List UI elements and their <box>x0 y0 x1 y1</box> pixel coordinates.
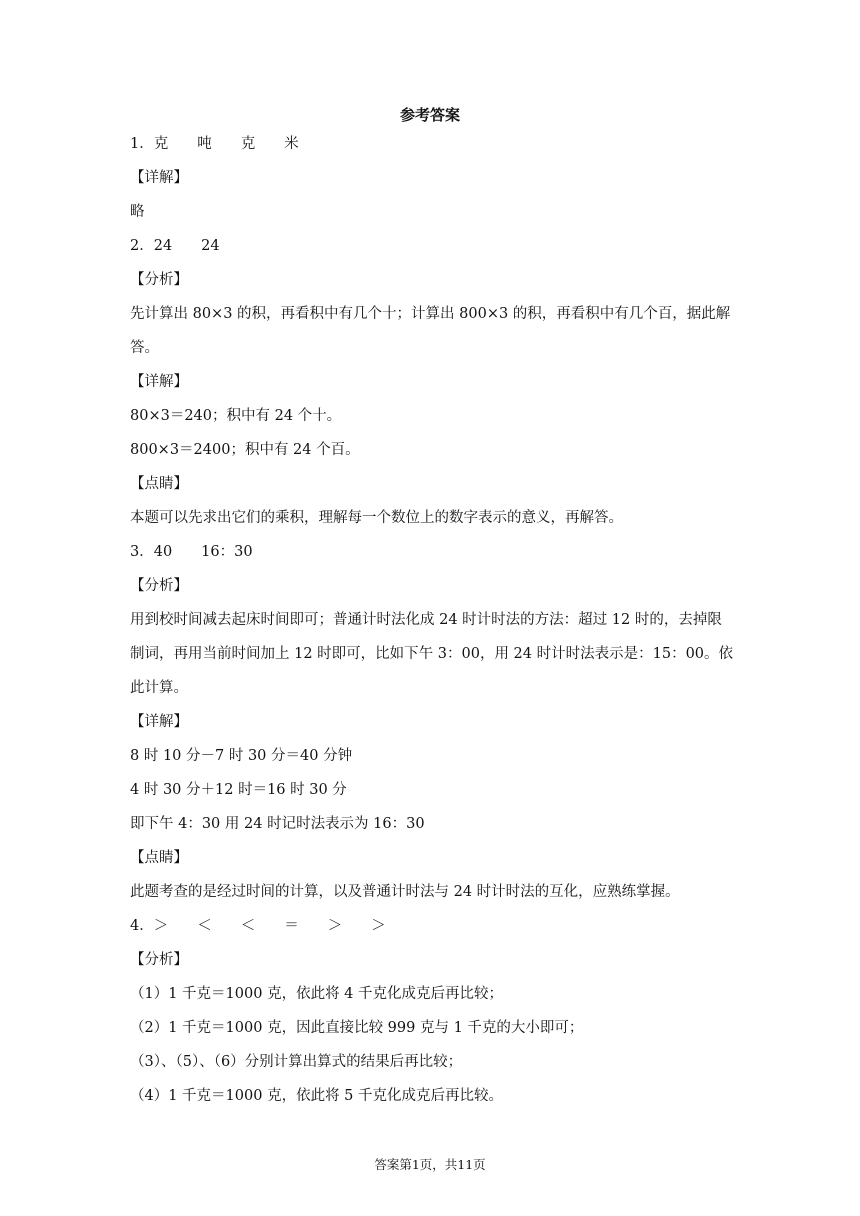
detail-text: 8 时 10 分－7 时 30 分＝40 分钟 <box>130 748 353 764</box>
comment-text: 此题考查的是经过时间的计算，以及普通计时法与 24 时计时法的互化，应熟练掌握。 <box>130 884 680 900</box>
section-label-detail: 【详解】 <box>130 714 188 730</box>
detail-text: 4 时 30 分＋12 时＝16 时 30 分 <box>130 782 347 798</box>
section-label-analysis: 【分析】 <box>130 578 188 594</box>
section-label-detail: 【详解】 <box>130 374 188 390</box>
analysis-text: （3）、（5）、（6）分别计算出算式的结果后再比较； <box>130 1054 463 1070</box>
analysis-text: （4）1 千克＝1000 克，依此将 5 千克化成克后再比较。 <box>130 1088 504 1104</box>
analysis-text: 先计算出 80×3 的积，再看积中有几个十；计算出 800×3 的积，再看积中有几个百，据此解 <box>130 306 731 322</box>
detail-text: 即下午 4：30 用 24 时记时法表示为 16：30 <box>130 816 425 832</box>
section-label-comment: 【点睛】 <box>130 850 188 866</box>
answer-3: 3．40 16：30 <box>130 544 253 560</box>
detail-text: 800×3＝2400；积中有 24 个百。 <box>130 442 360 458</box>
analysis-text: 答。 <box>130 340 159 356</box>
analysis-text: （1）1 千克＝1000 克，依此将 4 千克化成克后再比较； <box>130 986 504 1002</box>
analysis-text: 此计算。 <box>130 680 188 696</box>
detail-text: 80×3＝240；积中有 24 个十。 <box>130 408 342 424</box>
comment-text: 本题可以先求出它们的乘积，理解每一个数位上的数字表示的意义，再解答。 <box>130 510 623 526</box>
page-footer: 答案第1页，共11页 <box>374 1157 486 1172</box>
section-label-comment: 【点睛】 <box>130 476 188 492</box>
answer-2: 2．24 24 <box>130 238 220 254</box>
answer-1: 1．克 吨 克 米 <box>130 136 299 152</box>
section-label-analysis: 【分析】 <box>130 952 188 968</box>
analysis-text: （2）1 千克＝1000 克，因此直接比较 999 克与 1 千克的大小即可； <box>130 1020 584 1036</box>
section-label-detail: 【详解】 <box>130 170 188 186</box>
analysis-text: 用到校时间减去起床时间即可；普通计时法化成 24 时计时法的方法：超过 12 时的，去掉限 <box>130 612 722 628</box>
answer-4: 4．＞ ＜ ＜ ＝ ＞ ＞ <box>130 918 386 934</box>
analysis-text: 制词，再用当前时间加上 12 时即可，比如下午 3：00，用 24 时计时法表示是：15：00。依 <box>130 646 734 662</box>
section-label-analysis: 【分析】 <box>130 272 188 288</box>
page-title: 参考答案 <box>399 106 460 124</box>
detail-text: 略 <box>130 204 145 220</box>
